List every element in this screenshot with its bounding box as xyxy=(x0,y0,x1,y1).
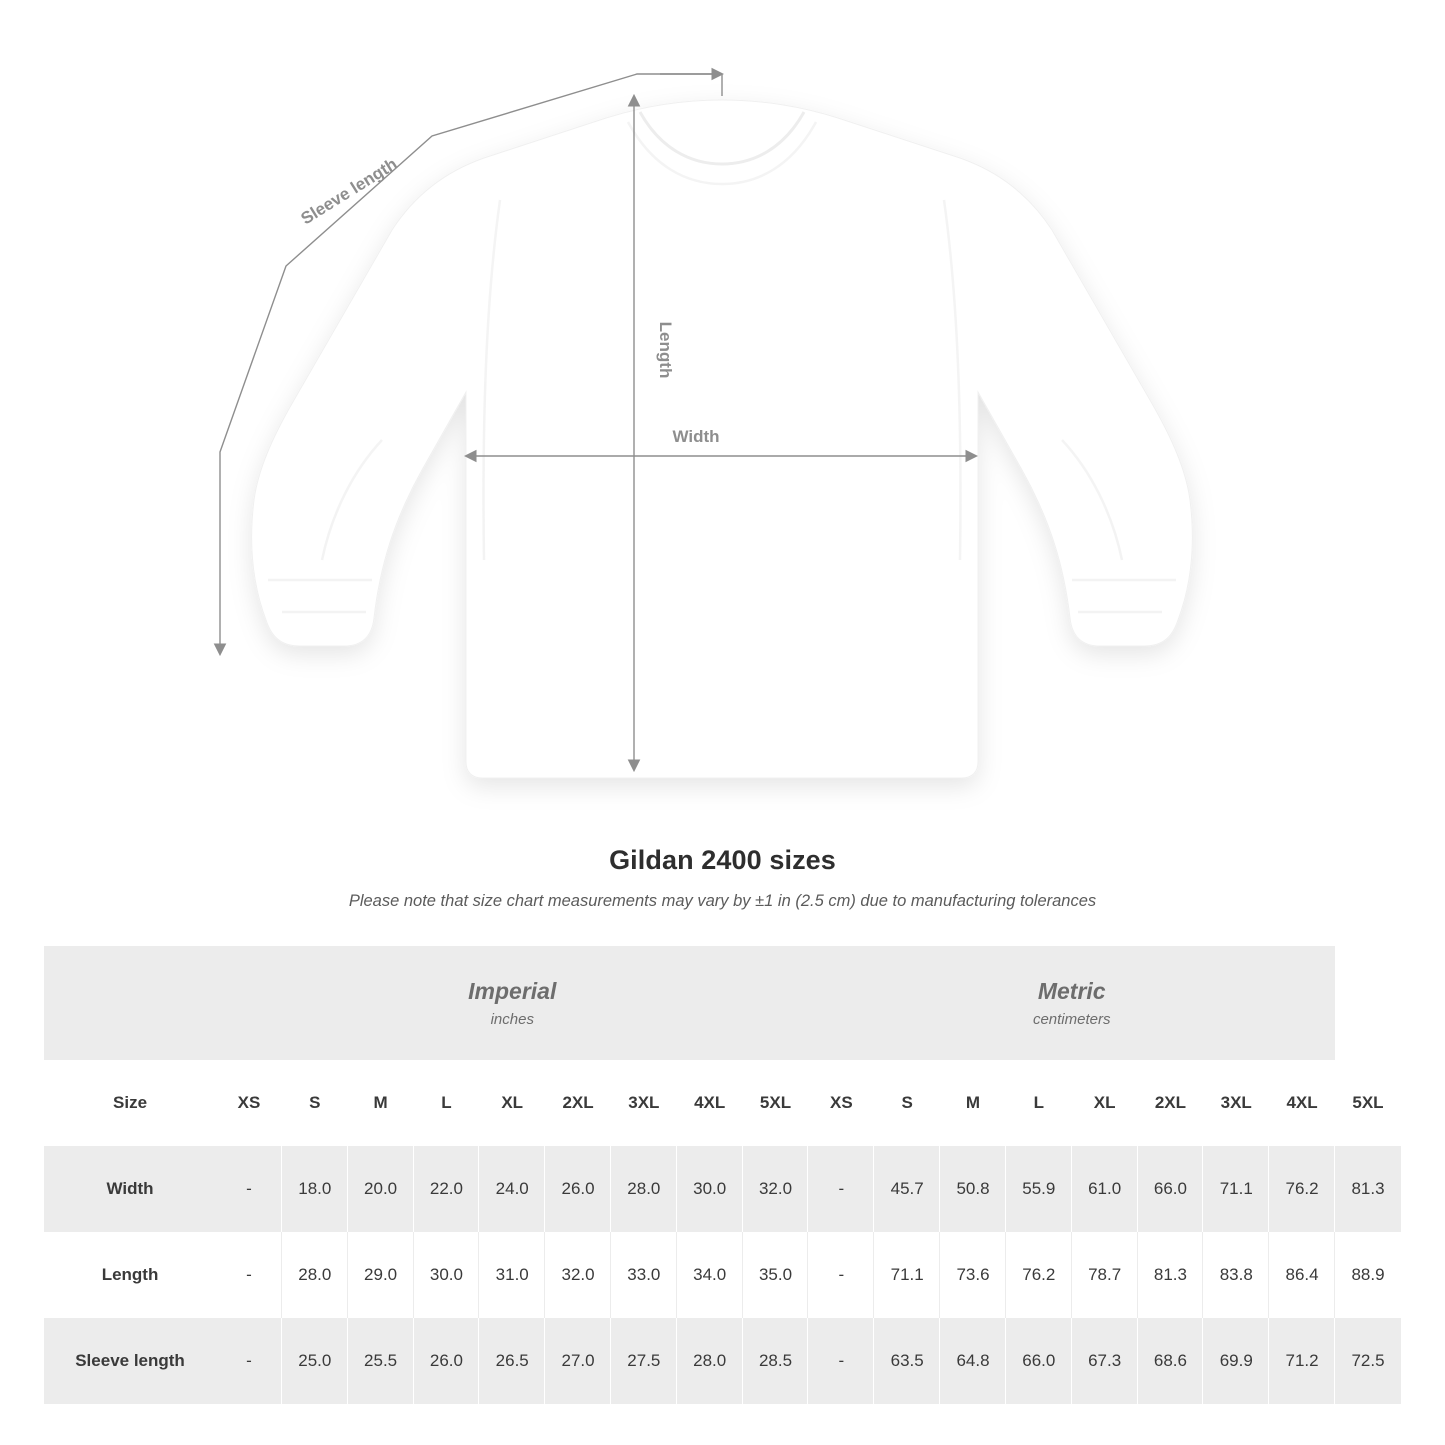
header-col-2xl-cm: 2XL xyxy=(1138,1060,1204,1146)
header-col-s-cm: S xyxy=(874,1060,940,1146)
size-table-wrap xyxy=(44,946,1401,1404)
metric-sub: centimeters xyxy=(1032,1011,1111,1028)
cell-sleeve-5xl-in: 28.5 xyxy=(743,1318,809,1404)
cell-length-s-cm: 71.1 xyxy=(874,1232,940,1318)
cell-length-3xl-cm: 83.8 xyxy=(1203,1232,1269,1318)
table-row xyxy=(44,1318,1401,1404)
cell-sleeve-m-in: 25.5 xyxy=(348,1318,414,1404)
unit-group-imperial xyxy=(216,946,808,1060)
header-col-2xl-in: 2XL xyxy=(545,1060,611,1146)
header-col-xl-in: XL xyxy=(479,1060,545,1146)
header-col-3xl-in: 3XL xyxy=(611,1060,677,1146)
cell-length-4xl-in: 34.0 xyxy=(677,1232,743,1318)
cell-width-4xl-in: 30.0 xyxy=(677,1146,743,1232)
shirt-shape xyxy=(252,100,1193,778)
cell-length-3xl-in: 33.0 xyxy=(611,1232,677,1318)
cell-sleeve-l-cm: 66.0 xyxy=(1006,1318,1072,1404)
metric-name: Metric xyxy=(1037,978,1106,1004)
cell-sleeve-2xl-in: 27.0 xyxy=(545,1318,611,1404)
header-col-3xl-cm: 3XL xyxy=(1203,1060,1269,1146)
imperial-sub: inches xyxy=(490,1011,534,1028)
row-label-width: Width xyxy=(44,1146,216,1232)
header-size-label: Size xyxy=(44,1060,216,1146)
cell-width-m-in: 20.0 xyxy=(348,1146,414,1232)
cell-width-xs-in: - xyxy=(216,1146,282,1232)
cell-length-m-cm: 73.6 xyxy=(940,1232,1006,1318)
cell-sleeve-l-in: 26.0 xyxy=(414,1318,480,1404)
header-col-xs-in: XS xyxy=(216,1060,282,1146)
cell-length-xs-cm: - xyxy=(808,1232,874,1318)
cell-length-s-in: 28.0 xyxy=(282,1232,348,1318)
cell-width-m-cm: 50.8 xyxy=(940,1146,1006,1232)
cell-length-m-in: 29.0 xyxy=(348,1232,414,1318)
cell-length-5xl-in: 35.0 xyxy=(743,1232,809,1318)
cell-sleeve-3xl-cm: 69.9 xyxy=(1203,1318,1269,1404)
header-col-s-in: S xyxy=(282,1060,348,1146)
header-col-5xl-cm: 5XL xyxy=(1335,1060,1401,1146)
cell-length-xl-cm: 78.7 xyxy=(1072,1232,1138,1318)
length-label: Length xyxy=(656,321,675,379)
cell-sleeve-4xl-in: 28.0 xyxy=(677,1318,743,1404)
header-col-4xl-in: 4XL xyxy=(677,1060,743,1146)
cell-sleeve-3xl-in: 27.5 xyxy=(611,1318,677,1404)
header-col-m-cm: M xyxy=(940,1060,1006,1146)
cell-sleeve-2xl-cm: 68.6 xyxy=(1138,1318,1204,1404)
row-label-sleeve-length: Sleeve length xyxy=(44,1318,216,1404)
cell-width-3xl-in: 28.0 xyxy=(611,1146,677,1232)
cell-width-s-in: 18.0 xyxy=(282,1146,348,1232)
cell-width-l-in: 22.0 xyxy=(414,1146,480,1232)
header-col-5xl-in: 5XL xyxy=(743,1060,809,1146)
table-row xyxy=(44,1146,1401,1232)
cell-width-3xl-cm: 71.1 xyxy=(1203,1146,1269,1232)
unit-group-metric xyxy=(808,946,1335,1060)
header-col-l-in: L xyxy=(414,1060,480,1146)
cell-length-2xl-cm: 81.3 xyxy=(1138,1232,1204,1318)
cell-length-xl-in: 31.0 xyxy=(479,1232,545,1318)
header-col-xl-cm: XL xyxy=(1072,1060,1138,1146)
cell-sleeve-xl-cm: 67.3 xyxy=(1072,1318,1138,1404)
cell-sleeve-xl-in: 26.5 xyxy=(479,1318,545,1404)
cell-length-2xl-in: 32.0 xyxy=(545,1232,611,1318)
cell-sleeve-5xl-cm: 72.5 xyxy=(1335,1318,1401,1404)
cell-width-4xl-cm: 76.2 xyxy=(1269,1146,1335,1232)
chart-heading xyxy=(0,845,1445,911)
unit-header-row xyxy=(44,946,1401,1060)
cell-width-2xl-cm: 66.0 xyxy=(1138,1146,1204,1232)
cell-sleeve-m-cm: 64.8 xyxy=(940,1318,1006,1404)
cell-length-l-cm: 76.2 xyxy=(1006,1232,1072,1318)
cell-width-l-cm: 55.9 xyxy=(1006,1146,1072,1232)
cell-sleeve-4xl-cm: 71.2 xyxy=(1269,1318,1335,1404)
cell-width-xl-cm: 61.0 xyxy=(1072,1146,1138,1232)
cell-width-2xl-in: 26.0 xyxy=(545,1146,611,1232)
cell-width-5xl-cm: 81.3 xyxy=(1335,1146,1401,1232)
cell-sleeve-xs-cm: - xyxy=(808,1318,874,1404)
table-row xyxy=(44,1232,1401,1318)
row-label-length: Length xyxy=(44,1232,216,1318)
header-col-xs-cm: XS xyxy=(808,1060,874,1146)
header-col-l-cm: L xyxy=(1006,1060,1072,1146)
cell-width-s-cm: 45.7 xyxy=(874,1146,940,1232)
cell-sleeve-xs-in: - xyxy=(216,1318,282,1404)
header-col-4xl-cm: 4XL xyxy=(1269,1060,1335,1146)
cell-length-4xl-cm: 86.4 xyxy=(1269,1232,1335,1318)
sleeve-length-label: Sleeve length xyxy=(297,154,401,229)
header-col-m-in: M xyxy=(348,1060,414,1146)
unit-header-spacer xyxy=(44,946,216,1060)
cell-sleeve-s-cm: 63.5 xyxy=(874,1318,940,1404)
page-title: Gildan 2400 sizes xyxy=(609,845,836,875)
cell-length-5xl-cm: 88.9 xyxy=(1335,1232,1401,1318)
size-header-row xyxy=(44,1060,1401,1146)
size-table xyxy=(44,946,1401,1404)
width-label: Width xyxy=(672,427,720,446)
cell-width-xl-in: 24.0 xyxy=(479,1146,545,1232)
tolerance-note: Please note that size chart measurements may vary by ±1 in (2.5 cm) due to manufacturing tolerances xyxy=(348,892,1097,910)
cell-length-l-in: 30.0 xyxy=(414,1232,480,1318)
cell-length-xs-in: - xyxy=(216,1232,282,1318)
cell-width-xs-cm: - xyxy=(808,1146,874,1232)
imperial-name: Imperial xyxy=(468,978,557,1004)
cell-sleeve-s-in: 25.0 xyxy=(282,1318,348,1404)
cell-width-5xl-in: 32.0 xyxy=(743,1146,809,1232)
